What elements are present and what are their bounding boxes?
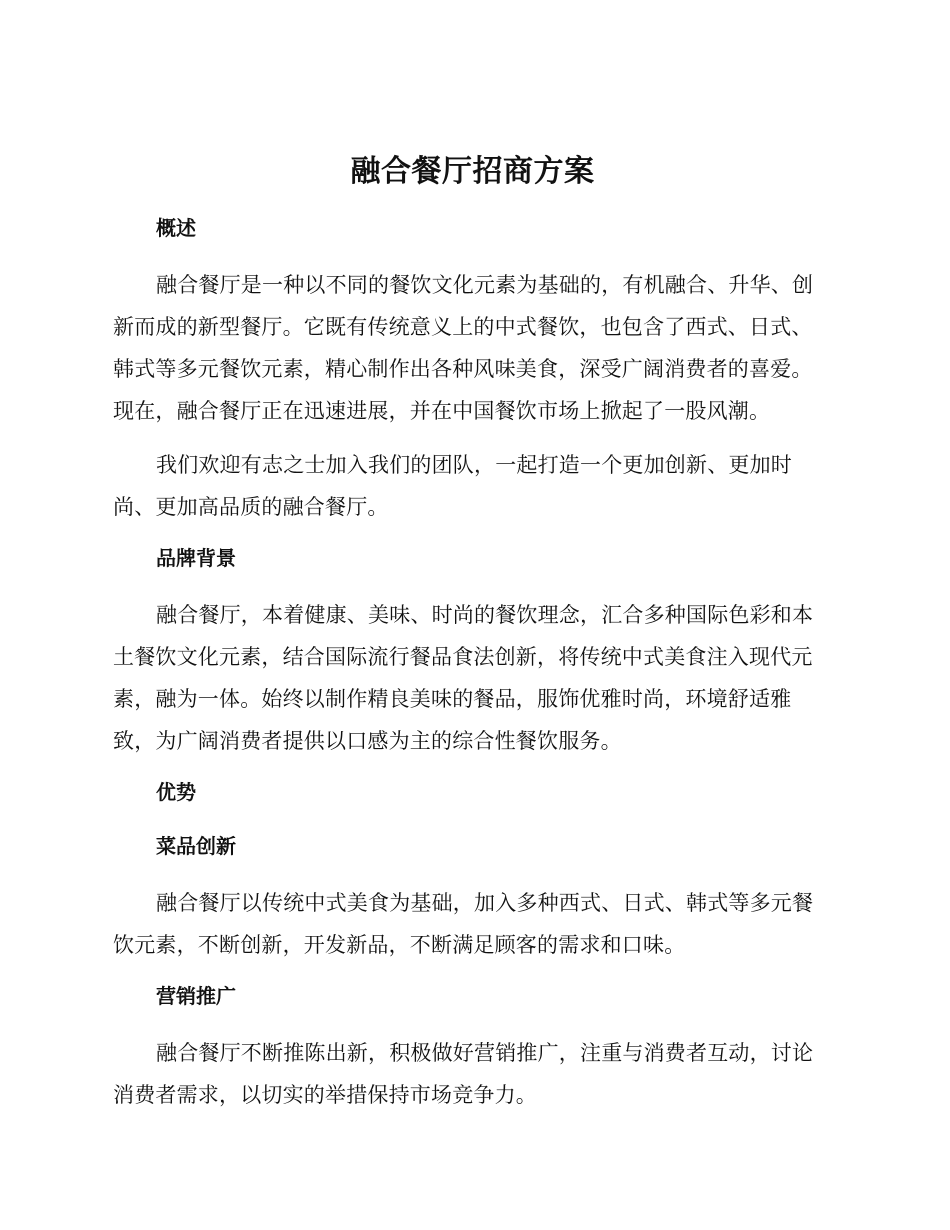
section-advantages — [113, 774, 832, 810]
section-marketing — [113, 978, 832, 1116]
section-heading-menu-innovation: 菜品创新 — [156, 834, 236, 858]
section-heading-brand-background: 品牌背景 — [156, 546, 236, 570]
section-heading-advantages: 优势 — [156, 780, 196, 804]
section-heading-marketing: 营销推广 — [156, 984, 236, 1008]
section-overview — [113, 210, 832, 528]
menu-innovation-paragraph: 融合餐厅以传统中式美食为基础，加入多种西式、日式、韩式等多元餐饮元素，不断创新，开发新品，不断满足顾客的需求和口味。 — [113, 891, 814, 957]
section-brand-background — [113, 540, 832, 762]
document-title: 融合餐厅招商方案 — [350, 154, 595, 189]
overview-paragraph-1: 融合餐厅是一种以不同的餐饮文化元素为基础的，有机融合、升华、创新而成的新型餐厅。它既有传统意义上的中式餐饮，也包含了西式、日式、韩式等多元餐饮元素，精心制作出各种风味美食，深受广阔消费者的喜爱。现在，融合餐厅正在迅速进展，并在中国餐饮市场上掀起了一股风潮。 — [113, 273, 814, 423]
section-menu-innovation — [113, 828, 832, 966]
section-heading-overview: 概述 — [156, 216, 196, 240]
brand-background-paragraph: 融合餐厅，本着健康、美味、时尚的餐饮理念，汇合多种国际色彩和本土餐饮文化元素，结合国际流行餐品食法创新，将传统中式美食注入现代元素，融为一体。始终以制作精良美味的餐品，服饰优雅时尚，环境舒适雅致，为广阔消费者提供以口感为主的综合性餐饮服务。 — [113, 603, 814, 753]
overview-paragraph-2: 我们欢迎有志之士加入我们的团队，一起打造一个更加创新、更加时尚、更加高品质的融合餐厅。 — [113, 453, 792, 519]
marketing-paragraph: 融合餐厅不断推陈出新，积极做好营销推广，注重与消费者互动，讨论消费者需求，以切实的举措保持市场竞争力。 — [113, 1041, 814, 1107]
